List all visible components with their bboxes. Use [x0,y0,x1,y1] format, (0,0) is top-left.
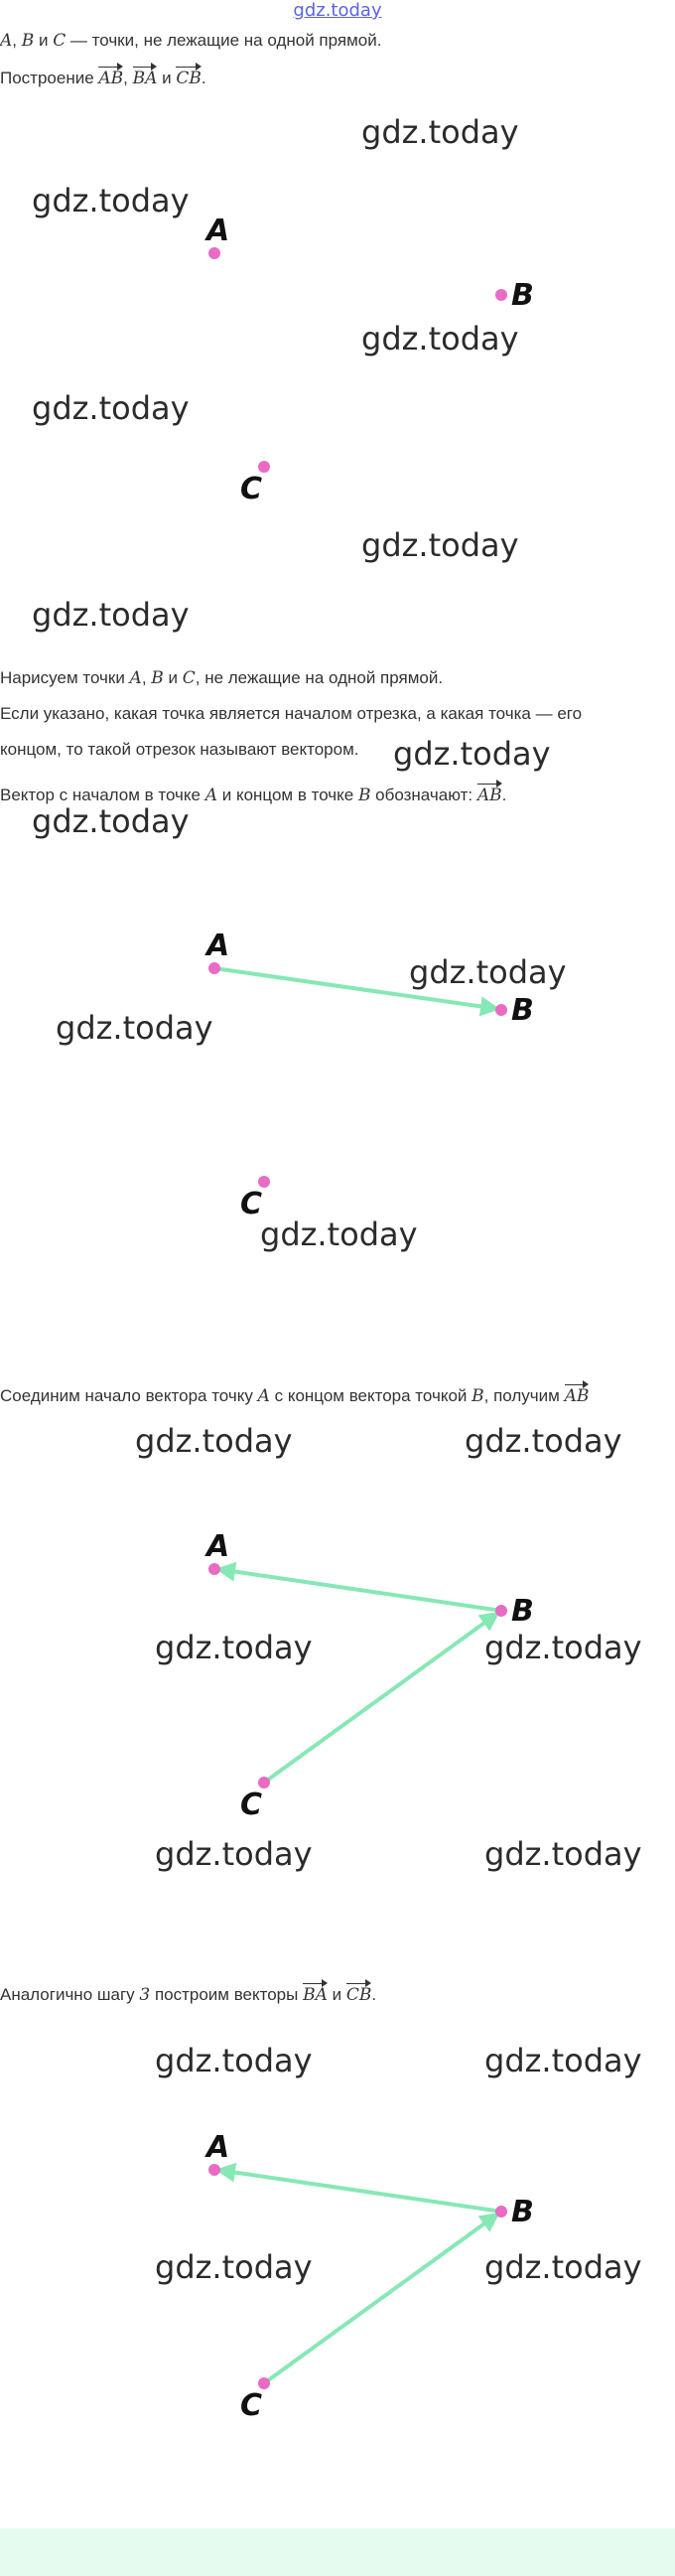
vector-ab-label: AB [564,1386,590,1406]
watermark: gdz.today [32,389,190,427]
step4-mid: построим векторы [150,1985,304,2004]
vector-ab-label: AB [98,69,124,88]
point-b-dot [495,289,507,301]
vector-ba-line [217,1569,501,1611]
sep: и [34,31,54,50]
watermark: gdz.today [32,596,190,634]
watermark: gdz.today [361,526,519,564]
point-a-label: A [206,2130,230,2165]
watermark: gdz.today [361,113,519,151]
vector-ba-label: BA [303,1985,328,2005]
step4-lead: Аналогично шагу [0,1985,140,2004]
point-a-ref: A [257,1386,270,1406]
point-a-dot [208,2164,220,2176]
watermark: gdz.today [135,1422,293,1460]
watermark: gdz.today [155,1835,313,1873]
watermark: gdz.today [56,1009,213,1047]
point-c-ref: C [182,668,196,688]
point-c-ref: C [53,31,67,51]
point-a-dot [208,1563,220,1575]
point-c-label: C [240,1788,263,1822]
figure-vector-ab [0,824,675,1360]
watermark: gdz.today [393,735,551,773]
point-a-label: A [206,1529,230,1564]
site-link[interactable]: gdz.today [293,0,382,21]
footer-band [0,2528,675,2576]
point-a-ref: A [129,668,142,688]
figure-vectors-ba-cb-svg [0,1425,675,1961]
watermark: gdz.today [155,2042,313,2079]
step4-line [0,1984,376,2006]
step3-lead: Соединим начало вектора точку [0,1386,258,1405]
notation-tail: обозначают: [370,786,477,804]
watermark: gdz.today [361,320,519,358]
watermark: gdz.today [32,802,190,840]
sep: . [501,786,507,804]
intro-line [0,30,381,52]
vector-ba-line [217,2170,501,2212]
task-line [0,68,206,89]
step3-mid: с концом вектора точкой [269,1386,472,1405]
point-a-dot [208,247,220,259]
vector-cb-line [264,2214,498,2383]
point-b-dot [495,1605,507,1617]
point-b-label: B [511,278,534,313]
point-b-label: B [511,993,534,1028]
notation-mid: и концом в точке [217,786,358,804]
intro-text: — точки, не лежащие на одной прямой. [66,31,382,50]
point-a-label: A [206,214,230,248]
sep: и [327,1985,346,2004]
watermark: gdz.today [155,1629,313,1666]
sep: . [201,69,206,87]
point-b-ref: B [21,31,35,51]
point-b-label: B [511,1594,534,1629]
point-b-label: B [511,2195,534,2229]
step1-line [0,667,443,689]
watermark: gdz.today [32,182,190,219]
step3-line [0,1385,589,1407]
watermark: gdz.today [484,1629,642,1666]
vector-cb-label: CB [176,69,202,88]
point-c-label: C [240,2388,263,2423]
vector-cb-label: CB [345,1985,372,2005]
point-a-ref: A [204,786,218,805]
sep: , [123,69,133,87]
point-c-label: C [240,1187,263,1221]
step-number: 3 [139,1985,151,2005]
definition-line-2: концом, то такой отрезок называют вектором. [0,740,359,759]
point-c-label: C [240,472,263,506]
figure-vector-ab-svg [0,824,675,1360]
sep: . [371,1985,377,2004]
watermark: gdz.today [155,2248,313,2286]
point-b-ref: B [472,1386,484,1406]
watermark: gdz.today [409,953,567,991]
point-b-dot [495,1004,507,1016]
watermark: gdz.today [484,2042,642,2079]
step1-text: , не лежащие на одной прямой. [195,668,444,687]
point-b-dot [495,2206,507,2218]
watermark: gdz.today [484,2248,642,2286]
notation-lead: Вектор с началом в точке [0,786,205,804]
sep: и [163,668,183,687]
sep: , [141,668,152,687]
definition-line-1: Если указано, какая точка является началом отрезка, а какая точка — его [0,704,583,723]
step3-tail: , получим [483,1386,565,1405]
sep: и [157,69,177,87]
step1-lead: Нарисуем точки [0,668,130,687]
point-a-dot [208,962,220,974]
watermark: gdz.today [465,1422,622,1460]
vector-ba-label: BA [132,69,158,88]
figure-vectors-ba-cb [0,1425,675,1961]
point-b-ref: B [357,786,371,805]
watermark: gdz.today [484,1835,642,1873]
point-a-label: A [206,929,230,963]
sep: , [12,31,22,50]
vector-ab-label: AB [476,786,502,805]
point-a-ref: A [0,31,13,51]
point-b-ref: B [151,668,164,688]
watermark: gdz.today [260,1216,418,1253]
task-lead: Построение [0,69,99,87]
